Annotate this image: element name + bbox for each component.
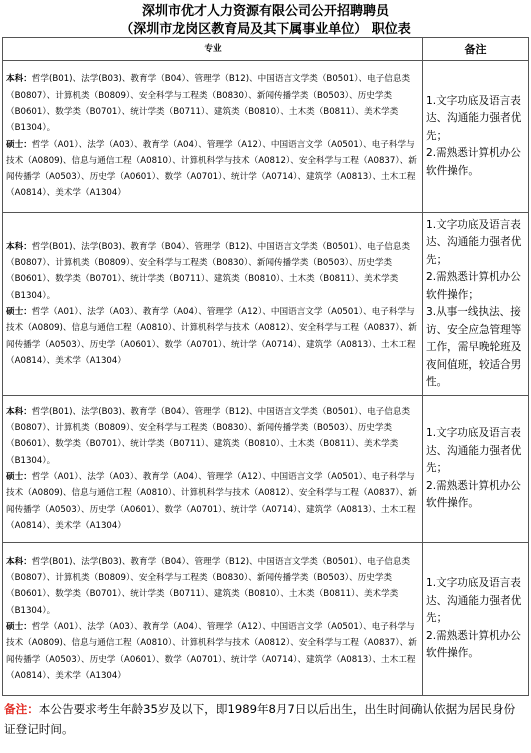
undergrad-label: 本科： <box>6 241 32 252</box>
undergrad-majors: 哲学(B01)、法学(B03)、教育学（B04）、管理学（B12)、中国语言文学类（B0501）、电子信息类（B0807）、计算机类（B0809）、安全科学与工程类（B0830）、新闻传播学类（B0503）、历史学类（B0601）、数学类（B0701）、统计学类（B0711）、建筑类（B0810）、土木类（B0811）、美术学类（B1304）。 <box>6 74 411 134</box>
master-majors: 哲学（A01）、法学（A03）、教育学（A04）、管理学（A12）、中国语言文学（A0501）、电子科学与技术（A0809)、信息与通信工程（A0810）、计算机科学与技术（A0812）、安全科学与工程（A0837）、新闻传播学（A0503）、历史学（A0601）、数学（A0701）、统计学（A0714）、建筑学（A0813）、土木工程（A0814）、美术学（A1304） <box>6 307 417 366</box>
remark-item: 1.文字功底及语言表达、沟通能力强者优先； <box>426 94 522 142</box>
title-line-1: 深圳市优才人力资源有限公司公开招聘聘员 <box>141 4 389 19</box>
remark-item: 2.需熟悉计算机办公软件操作。 <box>426 629 521 660</box>
remark-cell <box>423 61 529 213</box>
remark-column-header: 备注 <box>423 38 529 61</box>
undergrad-majors: 哲学(B01)、法学(B03)、教育学（B04）、管理学（B12)、中国语言文学类（B0501）、电子信息类（B0807）、计算机类（B0809）、安全科学与工程类（B0830）、新闻传播学类（B0503）、历史学类（B0601）、数学类（B0701）、统计学类（B0711）、建筑类（B0810）、土木类（B0811）、美术学类（B1304）。 <box>6 241 411 301</box>
table-row <box>3 543 529 696</box>
document-title <box>0 0 531 37</box>
remark-item: 2.需熟悉计算机办公软件操作； <box>426 271 521 301</box>
major-cell <box>3 61 423 213</box>
major-cell <box>3 213 423 396</box>
major-column-header: 专业 <box>3 38 423 61</box>
title-line-2: （深圳市龙岗区教育局及其下属事业单位） 职位表 <box>120 22 411 37</box>
remark-item: 1.文字功底及语言表达、沟通能力强者优先； <box>426 427 522 475</box>
remark-item: 1.文字功底及语言表达、沟通能力强者优先； <box>426 577 522 625</box>
footnote-text: 本公告要求考生年龄35岁及以下，即1989年8月7日以后出生，出生时间确认依据为居民身份证登记时间。 <box>4 702 516 736</box>
table-row <box>3 396 529 543</box>
undergrad-majors: 哲学(B01)、法学(B03)、教育学（B04）、管理学（B12)、中国语言文学类（B0501）、电子信息类（B0807）、计算机类（B0809）、安全科学与工程类（B0830）、新闻传播学类（B0503）、历史学类（B0601）、数学类（B0701）、统计学类（B0711）、建筑类（B0810）、土木类（B0811）、美术学类（B1304）。 <box>6 406 411 466</box>
master-label: 硕士： <box>6 139 32 150</box>
master-label: 硕士： <box>6 307 32 317</box>
undergrad-label: 本科： <box>6 74 32 85</box>
undergrad-label: 本科： <box>6 406 32 417</box>
master-majors: 哲学（A01）、法学（A03）、教育学（A04）、管理学（A12）、中国语言文学（A0501）、电子科学与技术（A0809)、信息与通信工程（A0810）、计算机科学与技术（A0812）、安全科学与工程（A0837）、新闻传播学（A0503）、历史学（A0601）、数学（A0701）、统计学（A0714）、建筑学（A0813）、土木工程（A0814）、美术学（A1304） <box>6 622 417 681</box>
remark-item: 2.需熟悉计算机办公软件操作。 <box>426 479 521 510</box>
remark-cell <box>423 213 529 396</box>
position-table <box>2 37 529 696</box>
remark-cell <box>423 396 529 543</box>
footnote <box>0 696 523 739</box>
remark-cell <box>423 543 529 696</box>
undergrad-label: 本科： <box>6 556 32 567</box>
master-majors: 哲学（A01）、法学（A03）、教育学（A04）、管理学（A12）、中国语言文学（A0501）、电子科学与技术（A0809)、信息与通信工程（A0810）、计算机科学与技术（A0812）、安全科学与工程（A0837）、新闻传播学（A0503）、历史学（A0601）、数学（A0701）、统计学（A0714）、建筑学（A0813）、土木工程（A0814）、美术学（A1304） <box>6 139 417 199</box>
remark-item: 1.文字功底及语言表达、沟通能力强者优先； <box>426 218 522 266</box>
major-cell <box>3 396 423 543</box>
undergrad-majors: 哲学(B01)、法学(B03)、教育学（B04）、管理学（B12)、中国语言文学类（B0501）、电子信息类（B0807）、计算机类（B0809）、安全科学与工程类（B0830）、新闻传播学类（B0503）、历史学类（B0601）、数学类（B0701）、统计学类（B0711）、建筑类（B0810）、土木类（B0811）、美术学类（B1304）。 <box>6 556 411 616</box>
remark-item: 3.从事一线执法、接访、安全应急管理等工作，需早晚轮班及夜间值班，较适合男性。 <box>426 306 522 388</box>
table-header-row <box>3 38 529 61</box>
table-row <box>3 61 529 213</box>
footnote-label: 备注： <box>4 702 39 716</box>
major-cell <box>3 543 423 696</box>
master-majors: 哲学（A01）、法学（A03）、教育学（A04）、管理学（A12）、中国语言文学（A0501）、电子科学与技术（A0809)、信息与通信工程（A0810）、计算机科学与技术（A0812）、安全科学与工程（A0837）、新闻传播学（A0503）、历史学（A0601）、数学（A0701）、统计学（A0714）、建筑学（A0813）、土木工程（A0814）、美术学（A1304） <box>6 472 417 531</box>
master-label: 硕士： <box>6 472 32 482</box>
table-row <box>3 213 529 396</box>
remark-item: 2.需熟悉计算机办公软件操作。 <box>426 147 521 177</box>
master-label: 硕士： <box>6 622 32 632</box>
